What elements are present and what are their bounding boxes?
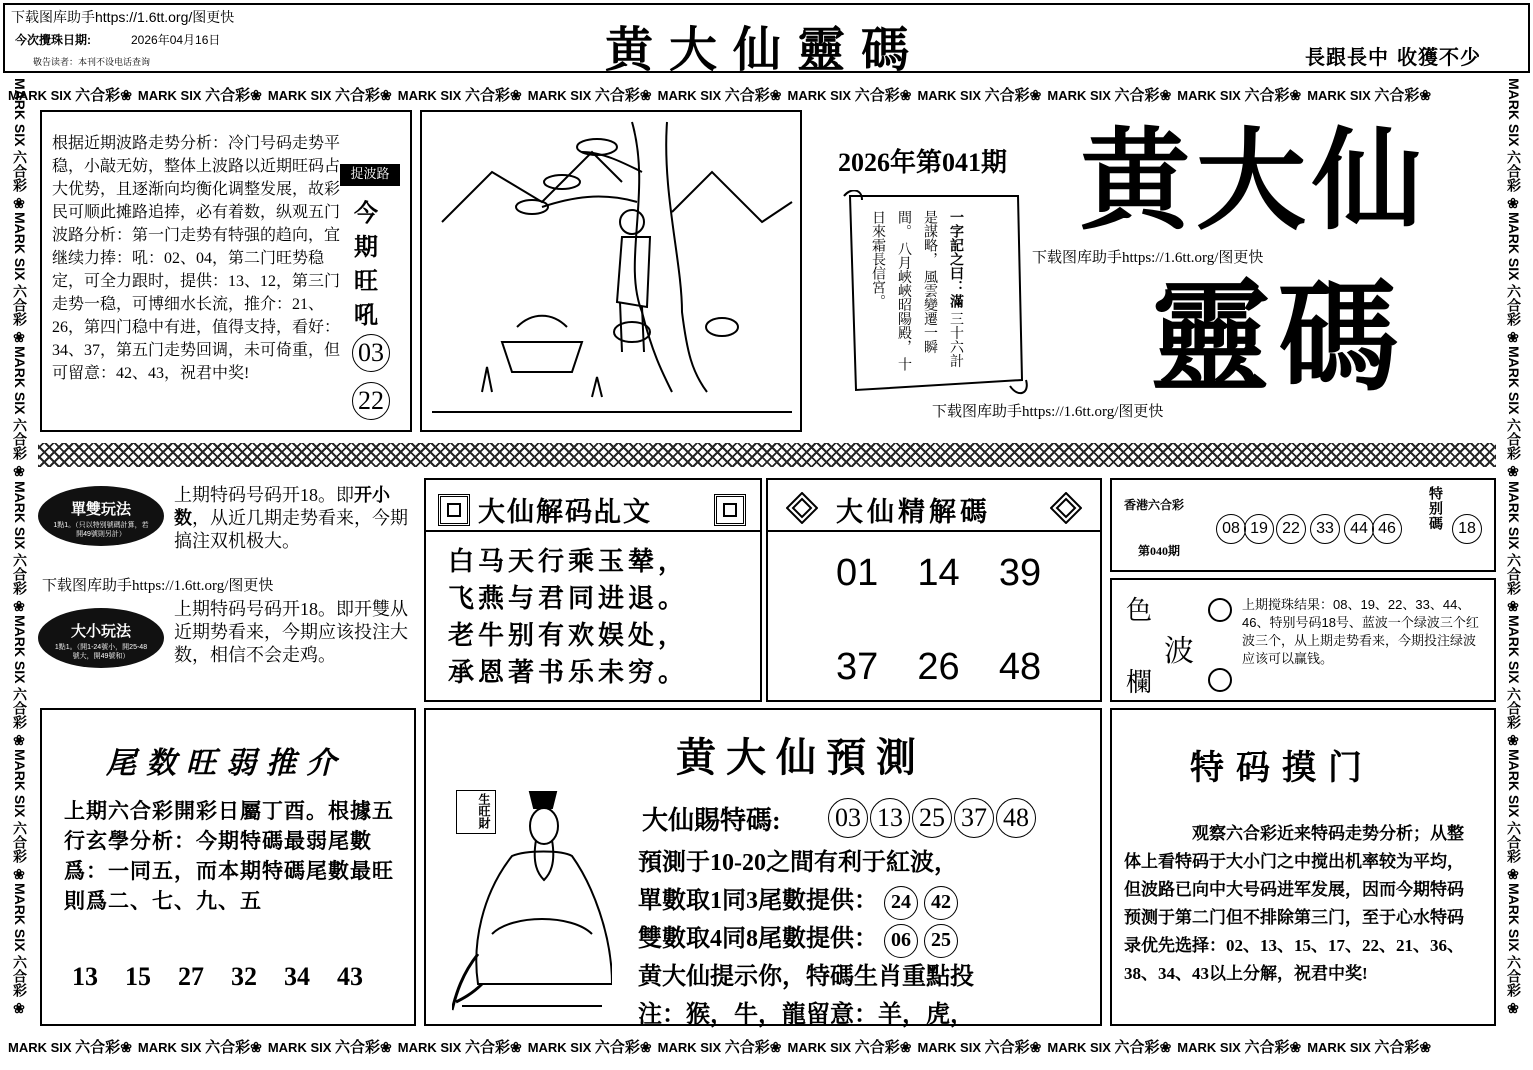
flower-icon: ❀ [1159, 1039, 1172, 1055]
marksix-cn: 六合彩 [984, 87, 1030, 104]
flower-icon: ❀ [1506, 460, 1522, 481]
marksix-unit [1047, 87, 1171, 104]
flower-icon: ❀ [1506, 192, 1522, 213]
marksix-unit [138, 1039, 262, 1056]
seal: 生旺財 [456, 790, 496, 834]
tail-title: 尾数旺弱推介 [106, 746, 346, 781]
marksix-en: MARK SIX [1506, 78, 1522, 151]
poem-divider [426, 530, 760, 532]
marksix-unit [658, 1039, 782, 1056]
pattern-divider [38, 443, 1496, 467]
watermark: 下载图库助手https://1.6tt.org/图更快 [1032, 250, 1264, 266]
marksix-en: MARK SIX [137, 1040, 206, 1055]
marksix-en: MARK SIX [267, 1040, 336, 1055]
poem-line: 飞燕与君同进退。 [448, 584, 689, 614]
jingjie-divider [768, 530, 1100, 532]
illustration-panel [420, 110, 802, 432]
flower-icon: ❀ [1029, 87, 1042, 103]
marksix-en: MARK SIX [1177, 88, 1245, 103]
jingjie-panel [766, 478, 1102, 702]
flower-icon: ❀ [769, 1039, 782, 1055]
flower-icon: ❀ [1289, 87, 1302, 103]
tail-nums [72, 962, 363, 992]
marksix-cn: 六合彩 [594, 87, 640, 104]
reader-note: 敬告读者：本刊不设电话查询 [33, 57, 151, 67]
predict-small-num: 42 [924, 886, 958, 920]
badge-sub: 1點1。（只以特別號碼計算，若開49號則另計） [53, 522, 149, 538]
flower-icon: ❀ [250, 1039, 262, 1055]
sage-figure [452, 784, 612, 1014]
marksix-cn: 六合彩 [1506, 284, 1522, 327]
header-title: 黄大仙靈碼 [605, 22, 926, 78]
flower-icon: ❀ [1506, 595, 1522, 615]
flower-icon: ❀ [1029, 1039, 1042, 1055]
single-double-badge [38, 486, 164, 546]
marksix-unit [1504, 212, 1524, 346]
marksix-unit [1504, 346, 1524, 480]
result-ball: 08 [1216, 514, 1246, 544]
marksix-unit [10, 78, 30, 212]
marksix-en: MARK SIX [1047, 1040, 1115, 1055]
watermark: 下载图库助手https://1.6tt.org/图更快 [42, 578, 274, 594]
flower-icon: ❀ [120, 1039, 132, 1055]
flower-icon: ❀ [1506, 997, 1522, 1018]
analysis-tag: 捉波路 [340, 164, 400, 186]
flower-icon: ❀ [899, 1039, 912, 1055]
flower-icon: ❀ [1506, 326, 1522, 347]
marksix-en: MARK SIX [1177, 1040, 1245, 1055]
jingjie-num: 48 [998, 646, 1042, 688]
predict-special-label: 大仙賜特碼: [642, 806, 781, 835]
marksix-en: MARK SIX [397, 88, 465, 103]
marksix-unit [1504, 78, 1524, 212]
circle-icon [1208, 668, 1232, 692]
sd-text-bold: 开小数 [174, 485, 390, 528]
diamond-icon [786, 492, 818, 524]
marksix-cn: 六合彩 [205, 1039, 251, 1056]
marksix-cn: 六合彩 [854, 1039, 900, 1056]
marksix-unit [1307, 1039, 1431, 1056]
poem-line: 老牛别有欢娱处， [448, 621, 689, 651]
big-title-2: 靈碼 [1150, 267, 1406, 408]
tail-num: 43 [337, 962, 363, 991]
wave-label: 欄 [1126, 668, 1153, 697]
flower-icon: ❀ [12, 326, 28, 347]
predict-line-2 [638, 882, 974, 920]
poem-lines [448, 544, 688, 692]
marksix-en: MARK SIX [12, 480, 28, 554]
marksix-en: MARK SIX [527, 88, 595, 103]
tail-num: 34 [284, 962, 310, 991]
jingjie-row-2 [836, 646, 1041, 689]
marksix-cn: 六合彩 [205, 87, 251, 104]
square-icon [438, 494, 470, 526]
marksix-unit [528, 1039, 652, 1056]
wave-label: 色 [1126, 596, 1153, 625]
flower-icon: ❀ [769, 87, 782, 103]
jingjie-num: 01 [836, 552, 879, 594]
jingjie-title: 大仙精解碼 [836, 497, 991, 528]
marksix-en: MARK SIX [1506, 212, 1522, 285]
marksix-unit [788, 1039, 912, 1056]
side-word: 今 [354, 198, 378, 227]
marksix-unit [1307, 87, 1431, 104]
predict-panel [424, 708, 1102, 1026]
side-num: 03 [352, 334, 390, 372]
marksix-cn: 六合彩 [1244, 87, 1290, 104]
marksix-cn: 六合彩 [1506, 553, 1522, 596]
marksix-cn: 六合彩 [724, 87, 770, 104]
marksix-en: MARK SIX [1506, 749, 1522, 822]
flower-icon: ❀ [380, 1039, 392, 1055]
color-wave-panel [1110, 578, 1496, 702]
marksix-unit [10, 481, 30, 615]
marksix-en: MARK SIX [1506, 480, 1522, 554]
marksix-en: MARK SIX [267, 88, 336, 103]
last-result-panel [1110, 478, 1496, 572]
marksix-en: MARK SIX [12, 883, 28, 956]
badge-sub: 1點1。（開1-24號小，開25-48號大，開49號和） [54, 644, 148, 660]
square-icon [714, 494, 746, 526]
marksix-cn: 六合彩 [12, 821, 28, 864]
marksix-en: MARK SIX [1307, 88, 1375, 103]
scroll-panel [840, 190, 1030, 400]
marksix-en: MARK SIX [12, 78, 28, 151]
marksix-en: MARK SIX [397, 1040, 465, 1055]
marksix-unit [1177, 1039, 1301, 1056]
door-text: 观察六合彩近来特码走势分析；从整体上看特码于大小门之中搅出机率较为平均，但波路已向中大号码进军发展，因而今期特码预测于第二门但不排除第三门，至于心水特码录优先选择：02、13、15、17、22、21、36、38、34、43以上分解，祝君中奖! [1124, 824, 1464, 983]
marksix-border-bottom [0, 1036, 1533, 1058]
predict-line: 預測于10-20之間有利于紅波， [638, 850, 958, 876]
special-ball: 18 [1452, 514, 1482, 544]
predict-num: 13 [870, 798, 910, 838]
marksix-unit [1504, 749, 1524, 883]
marksix-cn: 六合彩 [1114, 87, 1160, 104]
scroll-col: 一字記之曰：滿 [948, 210, 963, 308]
marksix-en: MARK SIX [1307, 1040, 1375, 1055]
sage-illustration [452, 784, 612, 1014]
result-issue: 第040期 [1138, 544, 1181, 558]
jingjie-num: 39 [998, 552, 1042, 594]
marksix-en: MARK SIX [12, 212, 28, 285]
flower-icon: ❀ [1506, 729, 1522, 750]
analysis-panel [40, 110, 412, 432]
flower-icon: ❀ [250, 87, 262, 103]
tail-panel [40, 708, 416, 1026]
marksix-en: MARK SIX [787, 1040, 855, 1055]
tail-num: 27 [178, 962, 204, 991]
predict-num: 03 [828, 798, 868, 838]
marksix-unit [917, 1039, 1041, 1056]
marksix-border-left [10, 78, 38, 1028]
marksix-en: MARK SIX [8, 1040, 76, 1055]
flower-icon: ❀ [899, 87, 912, 103]
marksix-cn: 六合彩 [12, 955, 28, 998]
marksix-unit [10, 749, 30, 883]
scroll-col: 十日來霜長信宮。 [870, 210, 911, 371]
flower-icon: ❀ [639, 1039, 652, 1055]
boy-tree-illustration [422, 112, 800, 430]
flower-icon: ❀ [1506, 863, 1522, 884]
flower-icon: ❀ [12, 192, 28, 213]
sd-text-b: ，从近几期走势看来，今期搞注双机极大。 [174, 508, 408, 551]
analysis-text: 根据近期波路走势分析：冷门号码走势平稳，小敲无妨，整体上波路以近期旺码占大优势，且逐渐向均衡化调整发展，故彩民可顺此摊路追捧，必有着数，纵观五门波路分析：第一门走势有特强的趋向，宜继续力捧：吼：02、04，第二门旺势稳定，可全力跟时，提供：13、12，第三门走势一稳，可博细水长流，推介：21、26，第四门稳中有进，值得支持，看好：34、37，第五门走势回调，未可倚重，但可留意：42、43，祝君中奖! [52, 135, 341, 382]
marksix-unit [1504, 615, 1524, 749]
marksix-unit [398, 1039, 522, 1056]
big-title-1: 黄大仙 [1080, 116, 1428, 245]
marksix-en: MARK SIX [8, 88, 76, 103]
marksix-unit [1504, 481, 1524, 615]
marksix-en: MARK SIX [787, 88, 855, 103]
marksix-border-top [0, 84, 1533, 106]
marksix-cn: 六合彩 [464, 1039, 510, 1056]
tail-num: 15 [125, 962, 151, 991]
side-num: 22 [352, 382, 390, 420]
badge-title: 單雙玩法 [70, 501, 131, 518]
scroll-col: 三十六計是謀略， [922, 210, 963, 368]
single-double-text [174, 484, 414, 553]
download-note: 下载图库助手https://1.6tt.org/图更快 [11, 9, 235, 25]
predict-special-nums [828, 798, 1036, 838]
marksix-cn: 六合彩 [854, 87, 900, 104]
result-ball: 46 [1372, 514, 1402, 544]
marksix-cn: 六合彩 [75, 87, 121, 104]
marksix-unit [658, 87, 782, 104]
big-small-text: 上期特码号码开18。即开雙从近期势看来，今期应该投注大数，相信不会走鸡。 [174, 599, 408, 665]
marksix-en: MARK SIX [917, 1040, 985, 1055]
marksix-en: MARK SIX [657, 88, 725, 103]
flower-icon: ❀ [12, 595, 28, 615]
marksix-cn: 六合彩 [1506, 821, 1522, 864]
marksix-cn: 六合彩 [335, 87, 381, 104]
flower-icon: ❀ [509, 1039, 522, 1055]
marksix-cn: 六合彩 [1506, 150, 1522, 193]
marksix-en: MARK SIX [1506, 883, 1522, 956]
jingjie-num: 14 [917, 552, 960, 594]
flower-icon: ❀ [12, 997, 28, 1018]
side-word: 旺 [354, 266, 378, 295]
marksix-unit [10, 346, 30, 480]
marksix-cn: 六合彩 [1374, 1039, 1420, 1056]
flower-icon: ❀ [120, 87, 132, 103]
marksix-cn: 六合彩 [1506, 687, 1522, 730]
marksix-unit [138, 87, 262, 104]
flower-icon: ❀ [12, 729, 28, 750]
flower-icon: ❀ [1419, 87, 1432, 103]
result-ball: 19 [1244, 514, 1274, 544]
result-ball: 44 [1344, 514, 1374, 544]
marksix-cn: 六合彩 [75, 1039, 121, 1056]
marksix-unit [268, 1039, 392, 1056]
marksix-en: MARK SIX [1506, 346, 1522, 419]
marksix-unit [917, 87, 1041, 104]
poem-line: 白马天行乘玉辇， [448, 547, 689, 577]
predict-small-num: 25 [924, 924, 958, 958]
scroll-col: 八月峽峽昭陽殿， [896, 241, 911, 354]
marksix-cn: 六合彩 [12, 687, 28, 730]
flower-icon: ❀ [1419, 1039, 1432, 1055]
predict-num: 48 [996, 798, 1036, 838]
marksix-unit [1504, 883, 1524, 1017]
play-panel [38, 478, 418, 698]
big-small-badge [38, 608, 164, 668]
predict-small-num: 06 [884, 924, 918, 958]
side-word: 吼 [354, 300, 378, 329]
marksix-en: MARK SIX [12, 614, 28, 688]
poem-line: 承恩著书乐未穷。 [448, 658, 689, 688]
flower-icon: ❀ [12, 863, 28, 884]
door-title: 特码摸门 [1190, 748, 1374, 788]
result-balls [1216, 514, 1402, 544]
flower-icon: ❀ [12, 460, 28, 481]
marksix-cn: 六合彩 [12, 553, 28, 596]
result-label: 香港六合彩 [1124, 498, 1185, 512]
circle-icon [1208, 598, 1232, 622]
predict-line: 黄大仙提示你，特碼生肖重點投 [638, 964, 974, 990]
predict-num: 37 [954, 798, 994, 838]
predict-num: 25 [912, 798, 952, 838]
flower-icon: ❀ [639, 87, 652, 103]
tail-num: 32 [231, 962, 257, 991]
marksix-border-right [1504, 78, 1532, 1028]
watermark: 下载图库助手https://1.6tt.org/图更快 [932, 404, 1164, 420]
flower-icon: ❀ [380, 87, 392, 103]
flower-icon: ❀ [1159, 87, 1172, 103]
marksix-cn: 六合彩 [1374, 87, 1420, 104]
diamond-icon [1050, 492, 1082, 524]
issue-label: 2026年第041期 [838, 148, 1008, 177]
date-value: 2026年04月16日 [131, 33, 221, 47]
special-label: 特别碼 [1427, 486, 1442, 531]
predict-line-3 [638, 920, 974, 958]
jingjie-num: 37 [836, 646, 879, 688]
marksix-cn: 六合彩 [335, 1039, 381, 1056]
marksix-cn: 六合彩 [724, 1039, 770, 1056]
marksix-unit [788, 87, 912, 104]
poem-title: 大仙解码乩文 [478, 497, 652, 528]
marksix-en: MARK SIX [12, 749, 28, 822]
marksix-en: MARK SIX [12, 346, 28, 419]
marksix-cn: 六合彩 [12, 284, 28, 327]
marksix-cn: 六合彩 [1506, 418, 1522, 461]
wave-text: 上期搅珠结果：08、19、22、33、44、46、特别号码18号、蓝波一个绿波三个红波三个，从上期走势看来，今期投注绿波应该可以赢钱。 [1242, 597, 1479, 666]
scroll-col: 風雲變遷一瞬間。 [896, 210, 937, 354]
header [3, 3, 1530, 78]
jingjie-row-1 [836, 552, 1041, 595]
marksix-cn: 六合彩 [1114, 1039, 1160, 1056]
result-ball: 22 [1276, 514, 1306, 544]
predict-lines [638, 844, 974, 1034]
marksix-en: MARK SIX [657, 1040, 725, 1055]
wave-label: 波 [1164, 635, 1194, 668]
marksix-en: MARK SIX [137, 88, 206, 103]
marksix-cn: 六合彩 [12, 150, 28, 193]
marksix-unit [398, 87, 522, 104]
scroll-text [864, 210, 968, 380]
predict-line-label: 單數取1同3尾數提供： [638, 888, 878, 914]
marksix-unit [1047, 1039, 1171, 1056]
marksix-cn: 六合彩 [12, 418, 28, 461]
flower-icon: ❀ [1289, 1039, 1302, 1055]
jingjie-num: 26 [917, 646, 960, 688]
marksix-unit [10, 615, 30, 749]
door-panel [1110, 708, 1496, 1026]
marksix-cn: 六合彩 [1244, 1039, 1290, 1056]
predict-title: 黄大仙預測 [676, 734, 926, 781]
sd-text-a: 上期特码号码开18。即 [174, 485, 354, 505]
predict-small-num: 24 [884, 886, 918, 920]
marksix-en: MARK SIX [1047, 88, 1115, 103]
predict-line: 注：猴，牛，龍留意：羊，虎， [638, 1002, 974, 1028]
marksix-cn: 六合彩 [464, 87, 510, 104]
marksix-en: MARK SIX [917, 88, 985, 103]
marksix-en: MARK SIX [527, 1040, 595, 1055]
side-word: 期 [354, 232, 378, 261]
marksix-en: MARK SIX [1506, 614, 1522, 688]
poem-panel [424, 478, 762, 702]
flower-icon: ❀ [509, 87, 522, 103]
marksix-unit [8, 1039, 132, 1056]
date-label: 今次攪珠日期: [15, 33, 91, 47]
tail-text: 上期六合彩開彩日屬丁酉。根據五行玄學分析：今期特碼最弱尾數爲：一同五，而本期特碼尾數最旺則爲二、七、九、五 [64, 799, 394, 913]
result-ball: 33 [1310, 514, 1340, 544]
marksix-unit [1177, 87, 1301, 104]
marksix-unit [10, 883, 30, 1017]
header-slogan: 長跟長中 收獲不少 [1305, 45, 1481, 69]
marksix-cn: 六合彩 [594, 1039, 640, 1056]
marksix-unit [268, 87, 392, 104]
marksix-unit [528, 87, 652, 104]
badge-title: 大小玩法 [70, 623, 131, 640]
marksix-unit [10, 212, 30, 346]
predict-line-label: 雙數取4同8尾數提供： [638, 926, 878, 952]
analysis-side-words [354, 196, 378, 332]
tail-num: 13 [72, 962, 98, 991]
marksix-cn: 六合彩 [1506, 955, 1522, 998]
marksix-cn: 六合彩 [984, 1039, 1030, 1056]
